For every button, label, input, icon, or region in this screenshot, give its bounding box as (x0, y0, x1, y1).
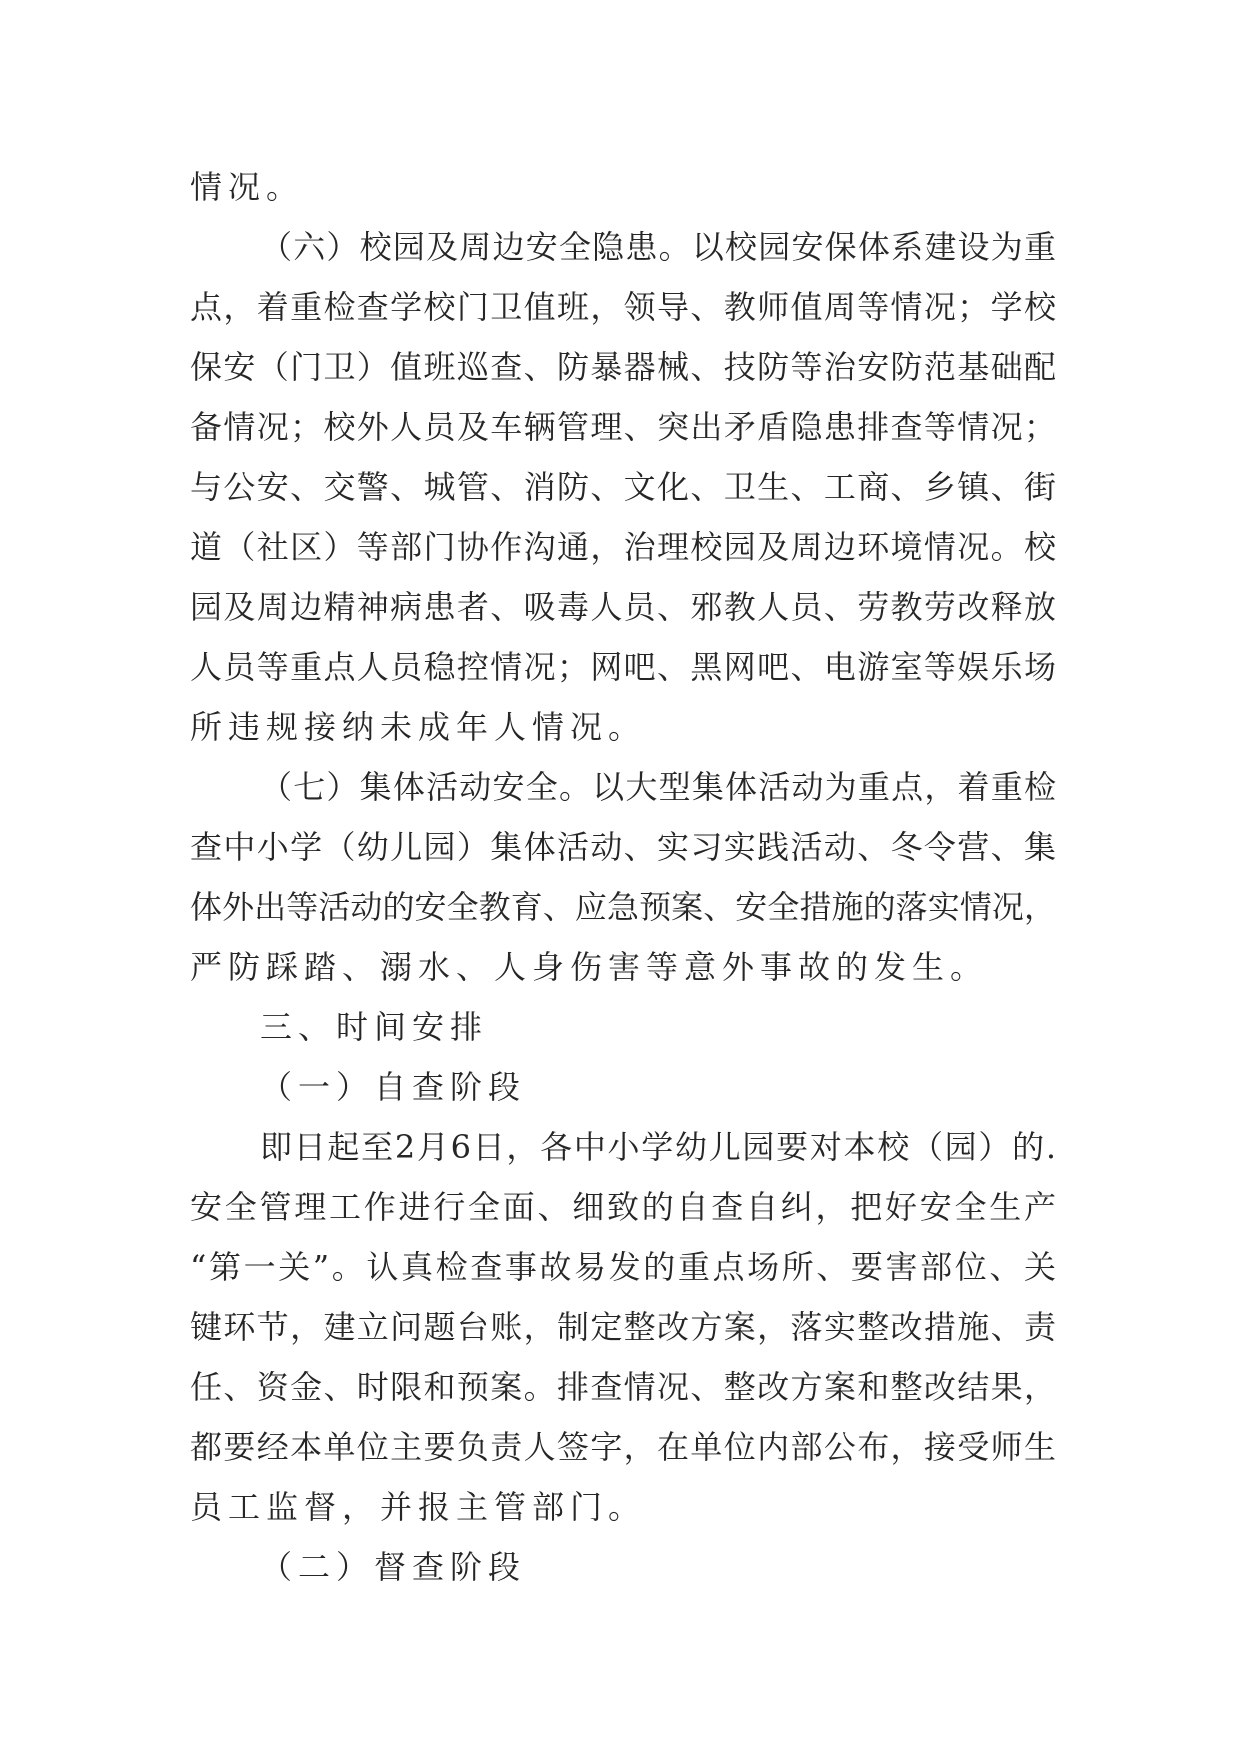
text-line: 园及周边精神病患者、吸毒人员、邪教人员、劳教劳改释放 (190, 588, 1056, 626)
text-line: 与公安、交警、城管、消防、文化、卫生、工商、乡镇、街 (190, 468, 1056, 506)
paragraph-heading-7: （七）集体活动安全。以大型集体活动为重点，着重检 (260, 768, 1056, 806)
paragraph-heading-6: （六）校园及周边安全隐患。以校园安保体系建设为重 (260, 228, 1056, 266)
text-line: 所违规接纳未成年人情况。 (190, 708, 647, 746)
text-line: 安全管理工作进行全面、细致的自查自纠，把好安全生产 (190, 1188, 1056, 1226)
text-line: 人员等重点人员稳控情况；网吧、黑网吧、电游室等娱乐场 (190, 648, 1056, 686)
section-heading-3: 三、时间安排 (260, 1008, 489, 1046)
text-line: 严防踩踏、溺水、人身伤害等意外事故的发生。 (190, 948, 989, 986)
subsection-heading-1: （一）自查阶段 (260, 1068, 527, 1106)
text-line: 查中小学（幼儿园）集体活动、实习实践活动、冬令营、集 (190, 828, 1056, 866)
subsection-heading-2: （二）督查阶段 (260, 1548, 527, 1586)
text-line: 体外出等活动的安全教育、应急预案、安全措施的落实情况， (190, 888, 1056, 926)
text-line: 都要经本单位主要负责人签字，在单位内部公布，接受师生 (190, 1428, 1056, 1466)
text-line: 保安（门卫）值班巡查、防暴器械、技防等治安防范基础配 (190, 348, 1056, 386)
text-line: 点，着重检查学校门卫值班，领导、教师值周等情况；学校 (190, 288, 1056, 326)
text-line: “第一关”。认真检查事故易发的重点场所、要害部位、关 (190, 1248, 1056, 1286)
text-line: 键环节，建立问题台账，制定整改方案，落实整改措施、责 (190, 1308, 1056, 1346)
text-line: 情况。 (190, 168, 305, 206)
text-line: 即日起至2月6日，各中小学幼儿园要对本校（园）的. (260, 1128, 1056, 1166)
text-line: 道（社区）等部门协作沟通，治理校园及周边环境情况。校 (190, 528, 1056, 566)
document-body (190, 157, 1056, 1597)
text-line: 任、资金、时限和预案。排查情况、整改方案和整改结果， (190, 1368, 1056, 1406)
text-line: 备情况；校外人员及车辆管理、突出矛盾隐患排查等情况； (190, 408, 1056, 446)
text-line: 员工监督，并报主管部门。 (190, 1488, 647, 1526)
